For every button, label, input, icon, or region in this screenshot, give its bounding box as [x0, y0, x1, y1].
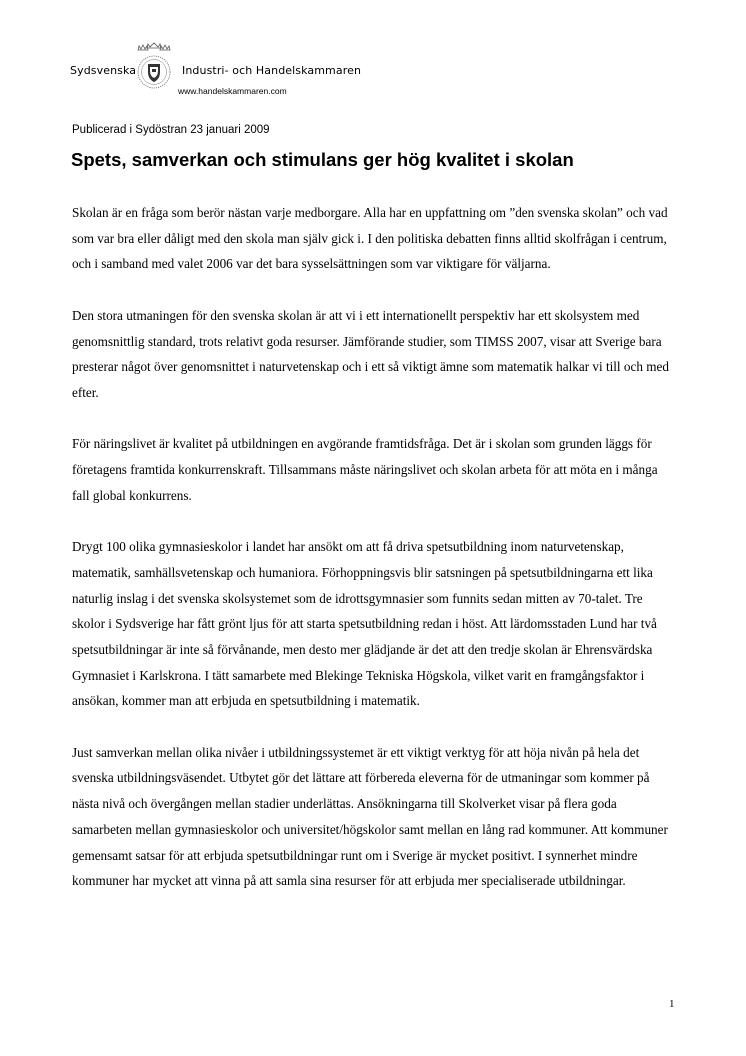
paragraph: Den stora utmaningen för den svenska skolan är att vi i ett internationellt perspektiv har ett skolsystem med genomsnittlig standard, trots relativt goda resurser. Jämförande studier, som TIMSS 2007, visar att Sverige bara presterar något över genomsnittet i naturvetenskap och i ett så viktigt ämne som matematik halkar vi till och med efter. — [72, 307, 669, 400]
website-link[interactable]: www.handelskammaren.com — [178, 86, 287, 96]
org-name-left: Sydsvenska — [70, 64, 137, 77]
paragraph: Just samverkan mellan olika nivåer i utbildningssystemet är ett viktigt verktyg för att höja nivån på hela det svenska utbildningsväsendet. Utbytet gör det lättare att förbereda eleverna för de utmaningar som kommer på nästa nivå och övergången mellan stadier underlättas. Ansökningarna till Skolverket visar på flera goda samarbeten mellan gymnasieskolor och universitet/högskolor samt mellan en lång rad kommuner. Att kommuner gemensamt satsar för att erbjuda spetsutbildningar runt om i Sverige är mycket positivt. I synnerhet mindre kommuner har mycket att vinna på att samla sina resurser för att erbjuda mer specialiserade utbildningar. — [72, 744, 668, 889]
article-body — [72, 200, 672, 920]
published-line: Publicerad i Sydöstran 23 januari 2009 — [72, 124, 270, 136]
page-number: 1 — [669, 998, 675, 1010]
crowned-seal-icon — [132, 42, 176, 92]
article-title: Spets, samverkan och stimulans ger hög kvalitet i skolan — [71, 149, 574, 170]
paragraph: För näringslivet är kvalitet på utbildningen en avgörande framtidsfråga. Det är i skolan som grunden läggs för företagens framtida konkurrenskraft. Tillsammans måste näringslivet och skolan arbeta för att möta en i många fall global konkurrens. — [72, 436, 658, 503]
paragraph: Drygt 100 olika gymnasieskolor i landet har ansökt om att få driva spetsutbildning inom naturvetenskap, matematik, samhällsvetenskap och humaniora. Förhoppningsvis blir satsningen på spetsutbildningarna ett lika naturlig inslag i det svenska skolsystemet som de idrottsgymnasier som funnits sedan mitten av 70-talet. Tre skolor i Sydsverige har fått grönt ljus för att starta spetsutbildning redan i höst. Att lärdomsstaden Lund har två spetsutbildningar är inte så förvånande, men desto mer glädjande är det att den tredje skolan är Ehrensvärdska Gymnasiet i Karlskrona. I tätt samarbete med Blekinge Tekniska Högskola, vilket varit en framgångsfaktor i ansökan, kommer man att erbjuda en spetsutbildning i matematik. — [72, 539, 657, 709]
letterhead — [70, 40, 470, 102]
paragraph: Skolan är en fråga som berör nästan varje medborgare. Alla har en uppfattning om ”den svenska skolan” och vad som var bra eller dåligt med den skola man själv gick i. I den politiska debatten finns alltid skolfrågan i centrum, och i samband med valet 2006 var det bara sysselsättningen som var viktigare för väljarna. — [72, 205, 668, 272]
org-name-right: Industri- och Handelskammaren — [182, 64, 362, 77]
